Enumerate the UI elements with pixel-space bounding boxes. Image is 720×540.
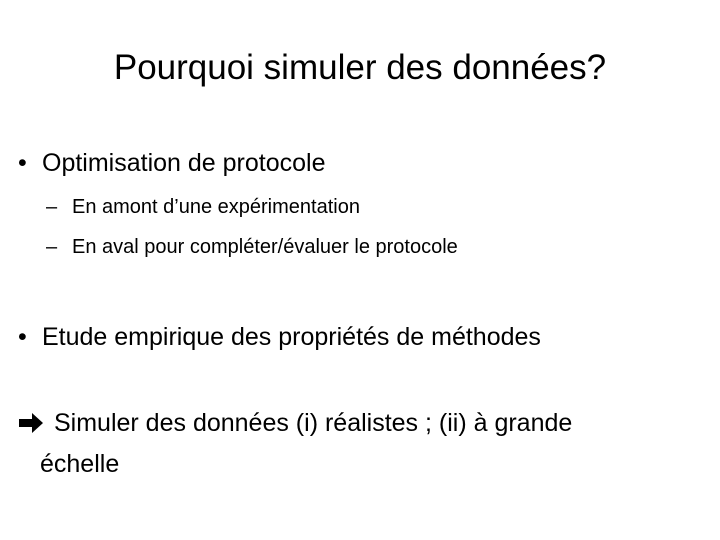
sub-item-text: En aval pour compléter/évaluer le protocole — [72, 236, 458, 258]
bullet-item-etude — [18, 320, 541, 354]
bullet-marker: • — [18, 323, 27, 351]
sub-item-aval — [46, 233, 458, 261]
sub-item-amont — [46, 193, 360, 221]
bullet-text: Etude empirique des propriétés de méthodes — [42, 323, 541, 351]
conclusion-line1: Simuler des données (i) réalistes ; (ii) à grande — [54, 409, 573, 437]
sub-item-dash: – — [46, 196, 58, 218]
slide-title: Pourquoi simuler des données? — [113, 48, 607, 87]
conclusion-line2: échelle — [40, 450, 120, 478]
sub-item-text: En amont d’une expérimentation — [72, 196, 360, 218]
bullet-marker: • — [18, 149, 27, 177]
conclusion-statement — [18, 404, 678, 483]
sub-item-dash: – — [46, 236, 58, 258]
bullet-text: Optimisation de protocole — [42, 149, 326, 177]
bullet-item-optimisation — [18, 146, 325, 180]
right-arrow-icon — [18, 407, 44, 445]
